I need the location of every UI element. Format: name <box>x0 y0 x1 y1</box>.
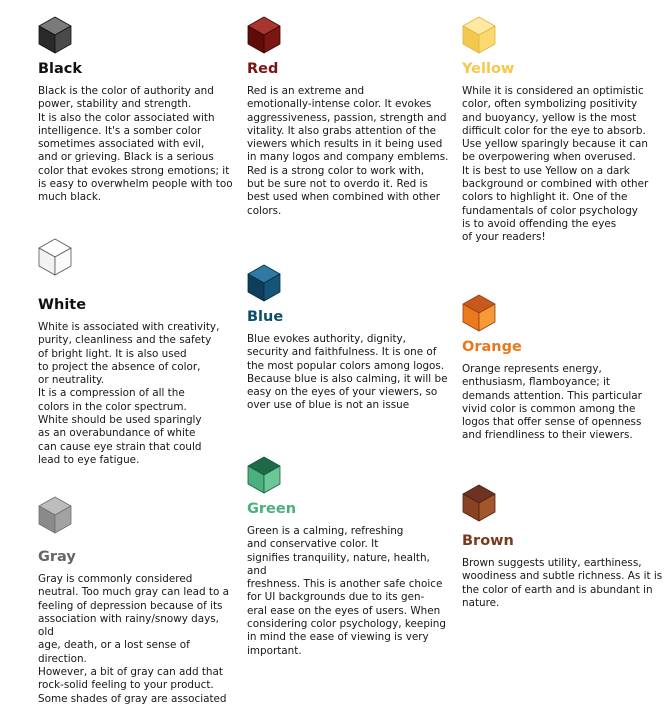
color-description: Brown suggests utility, earthiness, woodiness and subtle richness. As it is the color of earth and is abundant in nature. <box>462 557 663 609</box>
red-cube-icon <box>247 16 281 54</box>
color-description: Red is an extreme and emotionally-intense color. It evokes aggressiveness, passion, strength and vitality. It also grabs attention of the viewers which results in it being used in many logos and company emblems. Red is a strong color to work with, but be sure not to overdo it. Red is best used when combined with other colors. <box>247 85 449 217</box>
color-card-orange <box>462 294 667 443</box>
color-title: Yellow <box>462 61 515 77</box>
color-title: Blue <box>247 309 284 325</box>
brown-cube-icon <box>462 484 496 522</box>
yellow-cube-icon <box>462 16 496 54</box>
color-description: White is associated with creativity, purity, cleanliness and the safety of bright light. It is also used to project the absence of color, or neutrality. It is a compression of all the colors in the color spectrum. White should be used sparingly as an overabundance of white can cause eye strain that could lead to eye fatigue. <box>38 321 220 466</box>
gray-cube-icon <box>38 496 72 534</box>
color-card-red <box>247 16 452 218</box>
color-description: While it is considered an optimistic color, often symbolizing positivity and buoyancy, yellow is the most difficult color for the eye to absorb. Use yellow sparingly because it can be overpowering when overused. It is best to use Yellow on a dark background or combined with other colors to highlight it. One of the fundamentals of color psychology is to avoid offending the eyes of your readers! <box>462 85 649 244</box>
color-title: Black <box>38 61 83 77</box>
color-description: Orange represents energy, enthusiasm, flamboyance; it demands attention. This particular vivid color is common among the logos that offer sense of openness and friendliness to their viewers. <box>462 363 642 442</box>
color-card-white <box>38 238 238 467</box>
color-card-gray <box>38 496 238 706</box>
color-title: Gray <box>38 549 76 565</box>
color-title: Brown <box>462 533 514 549</box>
orange-cube-icon <box>462 294 496 332</box>
green-cube-icon <box>247 456 281 494</box>
color-card-black <box>38 16 238 205</box>
color-card-blue <box>247 264 452 413</box>
color-description: Green is a calming, refreshing and conservative color. It signifies tranquility, nature, health, and freshness. This is another safe choice for UI backgrounds due to its gen- eral ease on the eyes of users. When considering color psychology, keeping in mind the ease of viewing is very important. <box>247 525 446 657</box>
white-cube-icon <box>38 238 72 276</box>
black-cube-icon <box>38 16 72 54</box>
blue-cube-icon <box>247 264 281 302</box>
color-description: Black is the color of authority and power, stability and strength. It is also the color associated with intelligence. It's a somber color sometimes associated with evil, and or grieving. Black is a serious color that evokes strong emotions; it is easy to overwhelm people with too much black. <box>38 85 233 204</box>
color-card-brown <box>462 484 667 610</box>
color-card-green <box>247 456 452 658</box>
color-title: Orange <box>462 339 522 355</box>
color-title: Red <box>247 61 279 77</box>
color-title: Green <box>247 501 297 517</box>
color-card-yellow <box>462 16 667 245</box>
color-title: White <box>38 297 87 313</box>
color-description: Blue evokes authority, dignity, security and faithfulness. It is one of the most popular colors among logos. Because blue is also calming, it will be easy on the eyes of your viewers, so over use of blue is not an issue <box>247 333 448 412</box>
color-description: Gray is commonly considered neutral. Too much gray can lead to a feeling of depression because of its association with rainy/snowy days, old age, death, or a lost sense of direction. However, a bit of gray can add that rock-solid feeling to your product. Some shades of gray are associated <box>38 573 229 705</box>
